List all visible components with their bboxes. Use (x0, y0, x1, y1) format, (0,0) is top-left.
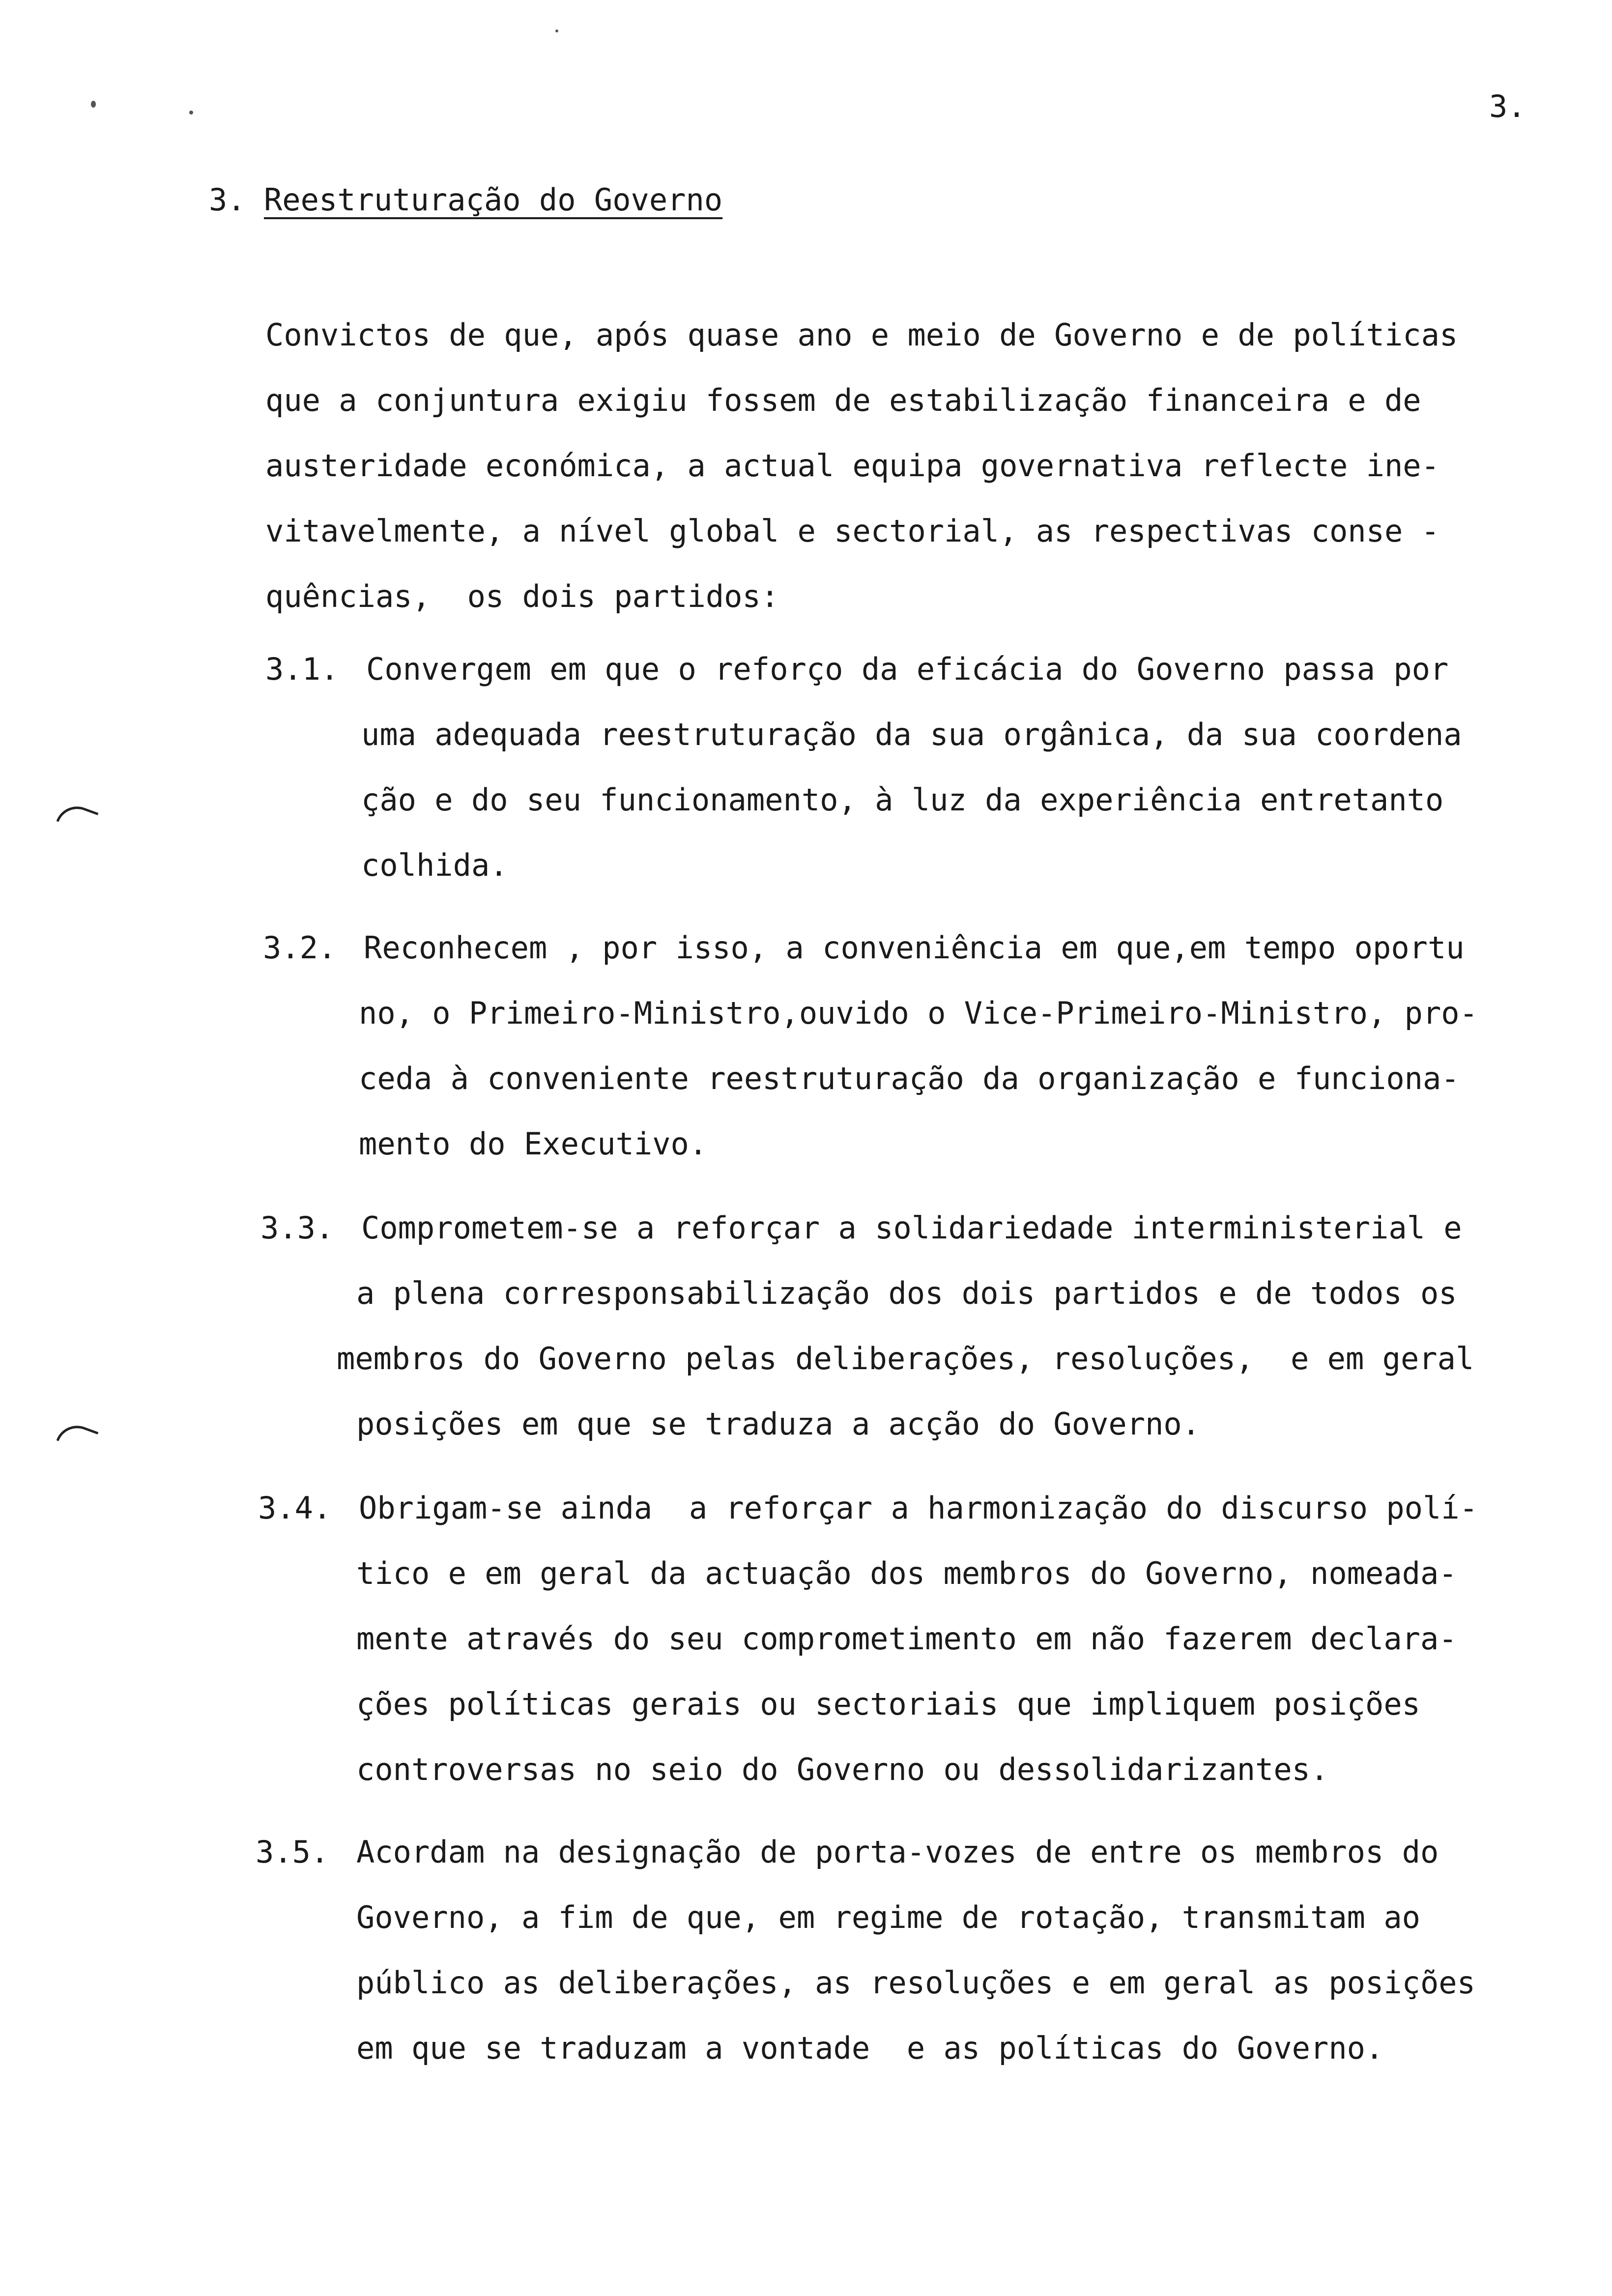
intro-line: austeridade económica, a actual equipa governativa reflecte ine- (265, 448, 1439, 484)
clause-line: colhida. (361, 847, 508, 883)
clause-number: 3.2. (263, 930, 337, 966)
clause-line: público as deliberações, as resoluções e em geral as posições (356, 1965, 1475, 2001)
clause-3-1 (265, 636, 1462, 898)
section-heading (209, 182, 722, 218)
clause-line: ções políticas gerais ou sectoriais que impliquem posições (356, 1686, 1420, 1722)
clause-line: em que se traduzam a vontade e as políticas do Governo. (356, 2030, 1384, 2066)
clause-line: controversas no seio do Governo ou dessolidarizantes. (356, 1751, 1329, 1787)
clause-line: tico e em geral da actuação dos membros do Governo, nomeada- (356, 1555, 1457, 1591)
clause-line: no, o Primeiro-Ministro,ouvido o Vice-Primeiro-Ministro, pro- (359, 995, 1478, 1031)
intro-paragraph (265, 302, 1553, 629)
clause-line: ceda à conveniente reestruturação da organização e funciona- (359, 1061, 1460, 1096)
clause-line: mente através do seu comprometimento em não fazerem declara- (356, 1621, 1457, 1657)
scan-speck (555, 29, 558, 32)
clause-line: posições em que se traduza a acção do Governo. (356, 1406, 1201, 1442)
clause-line: Governo, a fim de que, em regime de rotação, transmitam ao (356, 1899, 1420, 1935)
intro-line: Convictos de que, após quase ano e meio de Governo e de políticas (265, 317, 1458, 353)
intro-line: vitavelmente, a nível global e sectorial, as respectivas conse - (265, 513, 1439, 549)
section-number: 3. (209, 182, 246, 218)
hole-punch-mark (57, 1420, 99, 1453)
section-title: Reestruturação do Governo (263, 182, 723, 218)
scan-speck (91, 101, 96, 108)
hole-punch-mark (57, 801, 99, 834)
clause-3-4 (258, 1475, 1478, 1802)
clause-line: Acordam na designação de porta-vozes de entre os membros do (356, 1834, 1439, 1870)
clause-line: uma adequada reestruturação da sua orgânica, da sua coordena (361, 717, 1462, 752)
clause-3-5 (256, 1819, 1475, 2081)
clause-3-2 (263, 915, 1478, 1177)
clause-line: membros do Governo pelas deliberações, resoluções, e em geral (337, 1341, 1474, 1377)
clause-line: Reconhecem , por isso, a conveniência em que,em tempo oportu (364, 930, 1465, 966)
clause-line: mento do Executivo. (359, 1126, 708, 1162)
clause-line: a plena corresponsabilização dos dois partidos e de todos os (356, 1275, 1457, 1311)
page-number: 3. (1489, 88, 1526, 124)
clause-line: Convergem em que o reforço da eficácia do Governo passa por (366, 651, 1449, 687)
clause-line: Obrigam-se ainda a reforçar a harmonização do discurso polí- (359, 1490, 1478, 1526)
clause-number: 3.3. (260, 1210, 334, 1246)
intro-line: que a conjuntura exigiu fossem de estabilização financeira e de (265, 382, 1421, 418)
clause-line: Comprometem-se a reforçar a solidariedade interministerial e (361, 1210, 1462, 1246)
clause-number: 3.5. (256, 1834, 329, 1870)
clause-3-3 (260, 1195, 1474, 1457)
scan-speck (189, 111, 193, 115)
intro-line: quências, os dois partidos: (265, 578, 779, 614)
clause-number: 3.1. (265, 651, 339, 687)
clause-number: 3.4. (258, 1490, 332, 1526)
clause-line: ção e do seu funcionamento, à luz da experiência entretanto (361, 782, 1444, 818)
